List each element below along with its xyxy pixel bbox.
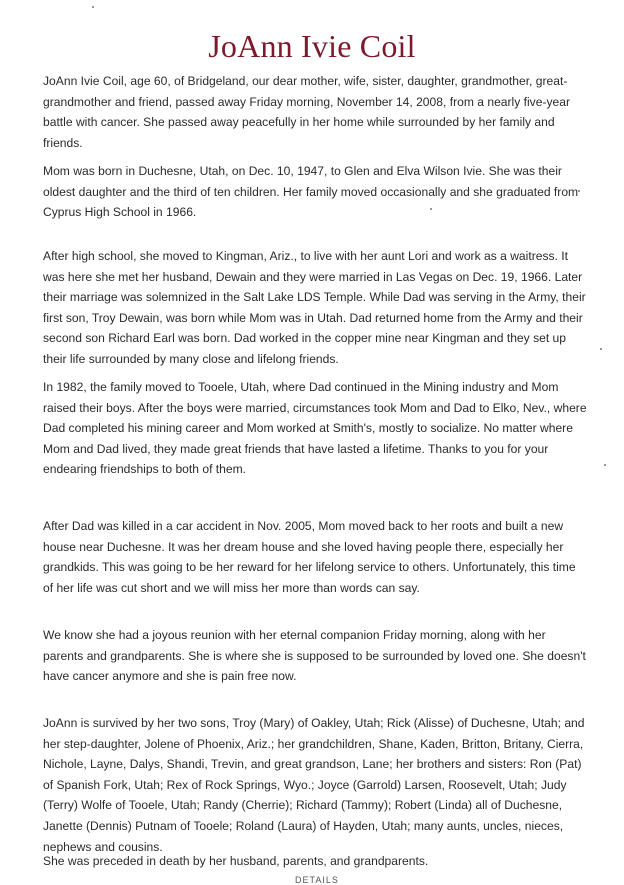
- paragraph-birth: Mom was born in Duchesne, Utah, on Dec. 10, 1947, to Glen and Elva Wilson Ivie. She was their oldest daughter and the third of ten children. Her family moved occasionally and she graduated from Cyprus High School in 1966.: [43, 164, 579, 220]
- paragraph-reunion: We know she had a joyous reunion with her eternal companion Friday morning, along with her parents and grandparents. She is where she is supposed to be surrounded by loved one. She doesn't have cancer anymore and she is pain free now.: [43, 628, 586, 684]
- scan-speck: [600, 348, 602, 350]
- paragraph-survivors: JoAnn is survived by her two sons, Troy (Mary) of Oakley, Utah; Rick (Alisse) of Duchesne, Utah; and her step-daughter, Jolene of Phoenix, Ariz.; her grandchildren, Shane, Kaden, Britton, Britany, Cierra, Nichole, Layne, Dalys, Shandi, Trevin, and great grandson, Lane; her brothers and sisters: Ron (Pat) of Spanish Fork, Utah; Rex of Rock Springs, Wyo.; Joyce (Garrold) Larsen, Roosevelt, Utah; Judy (Terry) Wolfe of Tooele, Utah; Randy (Cherrie); Richard (Tammy); Robert (Linda) all of Duchesne, Janette (Dennis) Putnam of Tooele; Roland (Laura) of Hayden, Utah; many aunts, uncles, nieces, nephews and cousins.: [43, 716, 585, 854]
- scan-speck: [578, 190, 580, 192]
- paragraph-death-notice: JoAnn Ivie Coil, age 60, of Bridgeland, our dear mother, wife, sister, daughter, grandmother, great-grandmother and friend, passed away Friday morning, November 14, 2008, from a nearly five-year battle with cancer. She passed away peacefully in her home while surrounded by her family and friends.: [43, 74, 571, 150]
- obituary-title: JoAnn Ivie Coil: [208, 28, 416, 64]
- cutoff-heading: DETAILS: [295, 875, 339, 885]
- paragraph-duchesne-home: After Dad was killed in a car accident in Nov. 2005, Mom moved back to her roots and built a new house near Duchesne. It was her dream house and she loved having people there, especially her grandkids. This was going to be her reward for her lifelong service to others. Unfortunately, this time of her life was cut short and we will miss her more than words can say.: [43, 519, 576, 595]
- paragraph-marriage: After high school, she moved to Kingman, Ariz., to live with her aunt Lori and work as a waitress. It was here she met her husband, Dewain and they were married in Las Vegas on Dec. 19, 1966. Later their marriage was solemnized in the Salt Lake LDS Temple. While Dad was serving in the Army, their first son, Troy Dewain, was born while Mom was in Utah. Dad returned home from the Army and their second son Richard Earl was born. Dad worked in the copper mine near Kingman and they set up their life surrounded by many close and lifelong friends.: [43, 249, 586, 366]
- scan-speck: [604, 464, 606, 466]
- scan-speck: [430, 208, 432, 210]
- paragraph-tooele-elko: In 1982, the family moved to Tooele, Utah, where Dad continued in the Mining industry and Mom raised their boys. After the boys were married, circumstances took Mom and Dad to Elko, Nev., where Dad completed his mining career and Mom worked at Smith's, mostly to socialize. No matter where Mom and Dad lived, they made great friends that have lasted a lifetime. Thanks to you for your endearing friendships to both of them.: [43, 380, 587, 477]
- scan-speck: [92, 6, 94, 8]
- paragraph-preceded: She was preceded in death by her husband, parents, and grandparents.: [43, 854, 429, 868]
